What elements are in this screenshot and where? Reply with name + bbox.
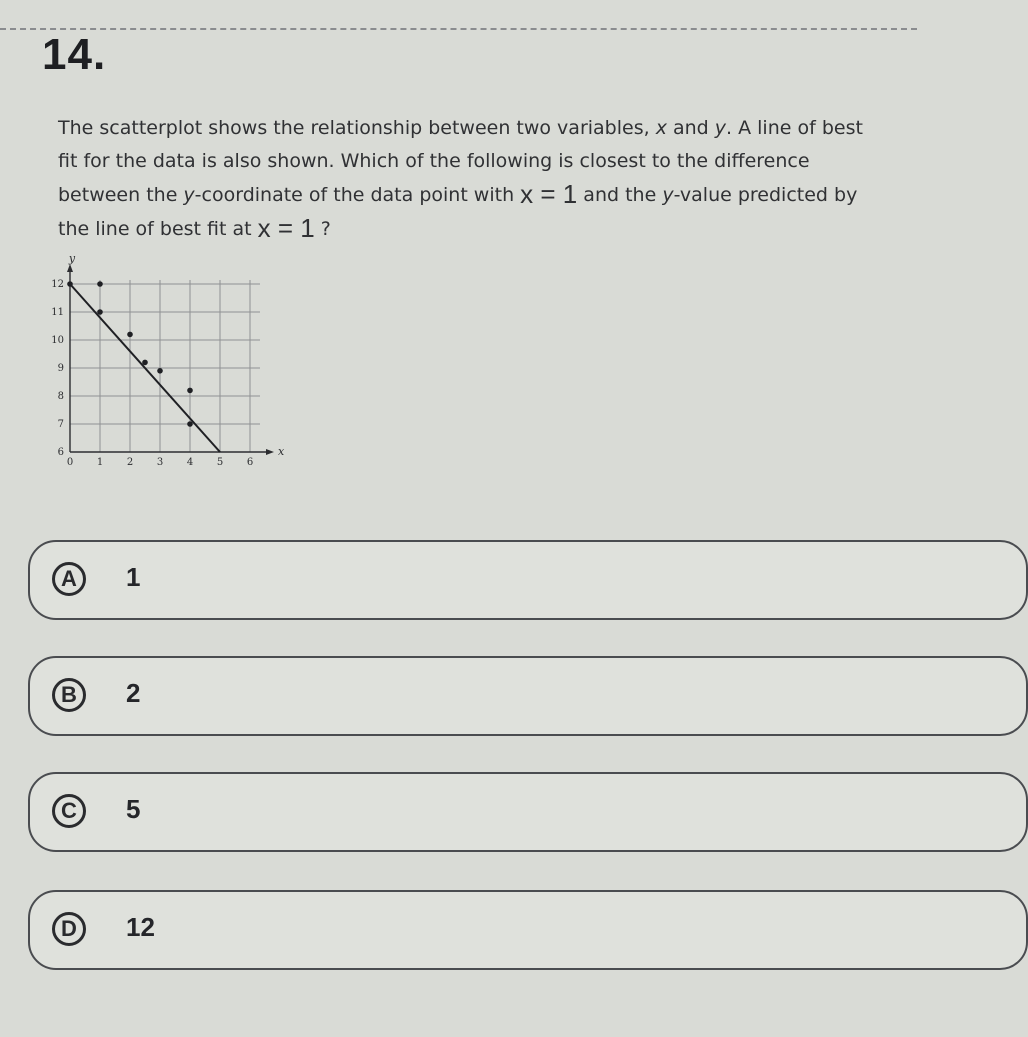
stem-text-1: The scatterplot shows the relationship between two variables,: [58, 117, 656, 139]
stem-text-2: . A line of best fit for the data is also shown. Which of the following is closest to the difference between the: [58, 117, 863, 206]
y-tick-label: 8: [57, 391, 64, 402]
choice-d-bubble: D: [52, 912, 86, 946]
data-point: [142, 360, 148, 366]
y-tick-label: 9: [57, 363, 64, 374]
x-tick-label: 2: [126, 457, 134, 468]
choice-b-bubble: B: [52, 678, 86, 712]
choice-c-bubble: C: [52, 794, 86, 828]
y-tick-label: 6: [57, 447, 64, 458]
x-axis-arrow: [266, 449, 274, 455]
choice-a[interactable]: [28, 540, 1028, 620]
y-axis-arrow: [67, 264, 73, 272]
question-stem: [58, 112, 868, 246]
scatterplot: [40, 250, 285, 480]
x-axis-label: x: [278, 445, 285, 458]
math-x-equals-1: x = 1: [520, 179, 578, 209]
choice-d-text: 12: [126, 912, 155, 942]
choice-a-bubble: A: [52, 562, 86, 596]
var-y-3: y: [662, 184, 674, 206]
stem-text-6: ?: [314, 218, 331, 240]
stem-text-3: -coordinate of the data point with: [194, 184, 521, 206]
data-point: [187, 388, 193, 394]
choice-b[interactable]: [28, 656, 1028, 736]
data-point: [97, 309, 103, 315]
x-tick-label: 3: [156, 457, 164, 468]
var-y-2: y: [183, 184, 195, 206]
choice-d[interactable]: [28, 890, 1028, 970]
choice-b-text: 2: [126, 678, 141, 708]
y-tick-label: 10: [51, 335, 64, 346]
choice-c-text: 5: [126, 794, 141, 824]
y-tick-label: 11: [51, 307, 64, 318]
data-point: [187, 421, 193, 427]
x-tick-label: 1: [96, 457, 104, 468]
stem-and: and: [666, 117, 715, 139]
x-tick-label: 5: [216, 457, 224, 468]
question-number: 14.: [42, 30, 107, 79]
choice-a-text: 1: [126, 562, 141, 592]
x-tick-label: 0: [66, 457, 74, 468]
data-point: [127, 332, 133, 338]
x-tick-label: 4: [186, 457, 194, 468]
top-dashed-divider: [0, 28, 917, 30]
x-tick-label: 6: [246, 457, 254, 468]
data-point: [97, 281, 103, 287]
y-tick-label: 12: [51, 279, 64, 290]
var-y: y: [714, 117, 727, 139]
data-point: [157, 368, 163, 374]
stem-text-4: and the: [577, 184, 663, 206]
stem-text-5: -value predicted by the line of best fit at: [58, 184, 858, 240]
choice-c[interactable]: [28, 772, 1028, 852]
var-x: x: [655, 117, 667, 139]
data-point: [67, 281, 73, 287]
scatterplot-svg: [40, 250, 285, 480]
y-axis-label: y: [68, 252, 76, 265]
y-tick-label: 7: [57, 419, 64, 430]
math-x-equals-1-b: x = 1: [257, 213, 315, 243]
